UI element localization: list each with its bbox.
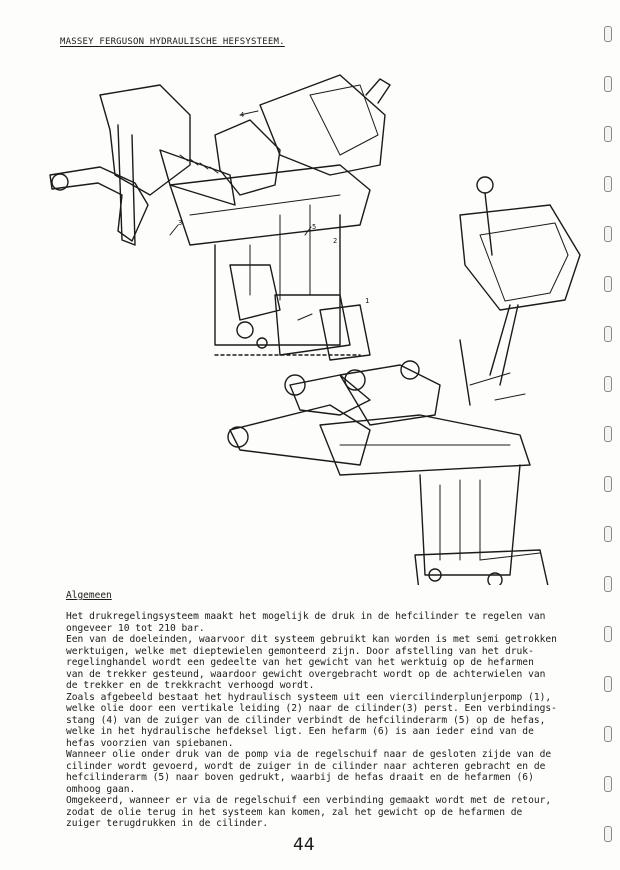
paragraph: Omgekeerd, wanneer er via de regelschuif een verbinding gemaakt wordt met de retour, zodat de olie terug in het systeem kan komen, zal het gewicht op de hefarmen de zuiger terugdrukken in de cilinder. <box>66 795 552 829</box>
binder-hole <box>604 76 612 92</box>
binder-hole <box>604 426 612 442</box>
callout-label: 1 <box>365 297 370 305</box>
binder-hole <box>604 726 612 742</box>
binder-hole <box>604 526 612 542</box>
upper-assembly-drawing <box>50 75 390 360</box>
lower-assembly-drawing <box>228 177 580 585</box>
page-number: 44 <box>293 835 315 855</box>
callout-label: 5 <box>312 223 317 231</box>
paragraph: Een van de doeleinden, waarvoor dit systeem gebruikt kan worden is met semi getrokken werktuigen, welke met dieptewielen gemonteerd zijn. Door afstelling van het druk- regelinghandel wordt een gedeelte van het gewicht van het werktuig op de hefarmen van de trekker gesteund, waardoor gewicht overgebracht wordt op de achterwielen van de trekker en de trekkracht verhoogd wordt. <box>66 634 557 691</box>
binder-hole <box>604 626 612 642</box>
binder-hole <box>604 476 612 492</box>
section-heading: Algemeen <box>66 590 112 601</box>
binder-hole <box>604 126 612 142</box>
paragraph: Wanneer olie onder druk van de pomp via de regelschuif naar de gesloten zijde van de cilinder wordt gevoerd, wordt de zuiger in de cilinder naar achteren gebracht en de hefcilinderarm (5) naar boven gedrukt, waarbij de hefas draait en de hefarmen (6) omhoog gaan. <box>66 749 552 795</box>
paragraph: Zoals afgebeeld bestaat het hydraulisch systeem uit een viercilinderplunjerpomp (1), welke olie door een vertikale leiding (2) naar de cilinder(3) perst. Een verbindings- stang (4) van de zuiger van de cilinder verbindt de hefcilinderarm (5) op de hefas, welke in het hydraulische hefdeksel ligt. Een hefarm (6) is aan ieder eind van de hefas voorzien van spiebanen. <box>66 691 557 749</box>
binder-hole <box>604 376 612 392</box>
binder-hole <box>604 226 612 242</box>
body-text <box>66 611 566 830</box>
callout-label: 3 <box>178 219 183 227</box>
binder-hole <box>604 676 612 692</box>
binder-hole <box>604 826 612 842</box>
paragraph: Het drukregelingsysteem maakt het mogelijk de druk in de hefcilinder te regelen van ongeveer 10 tot 210 bar. <box>66 611 546 634</box>
callout-label: 2 <box>333 237 338 245</box>
binder-hole <box>604 26 612 42</box>
binder-hole <box>604 576 612 592</box>
binder-hole <box>604 176 612 192</box>
hydraulic-system-illustration <box>40 55 590 585</box>
binder-holes <box>604 20 614 860</box>
callout-label: 4 <box>240 111 245 119</box>
binder-hole <box>604 326 612 342</box>
page-header: MASSEY FERGUSON HYDRAULISCHE HEFSYSTEEM. <box>60 37 285 47</box>
binder-hole <box>604 276 612 292</box>
binder-hole <box>604 776 612 792</box>
